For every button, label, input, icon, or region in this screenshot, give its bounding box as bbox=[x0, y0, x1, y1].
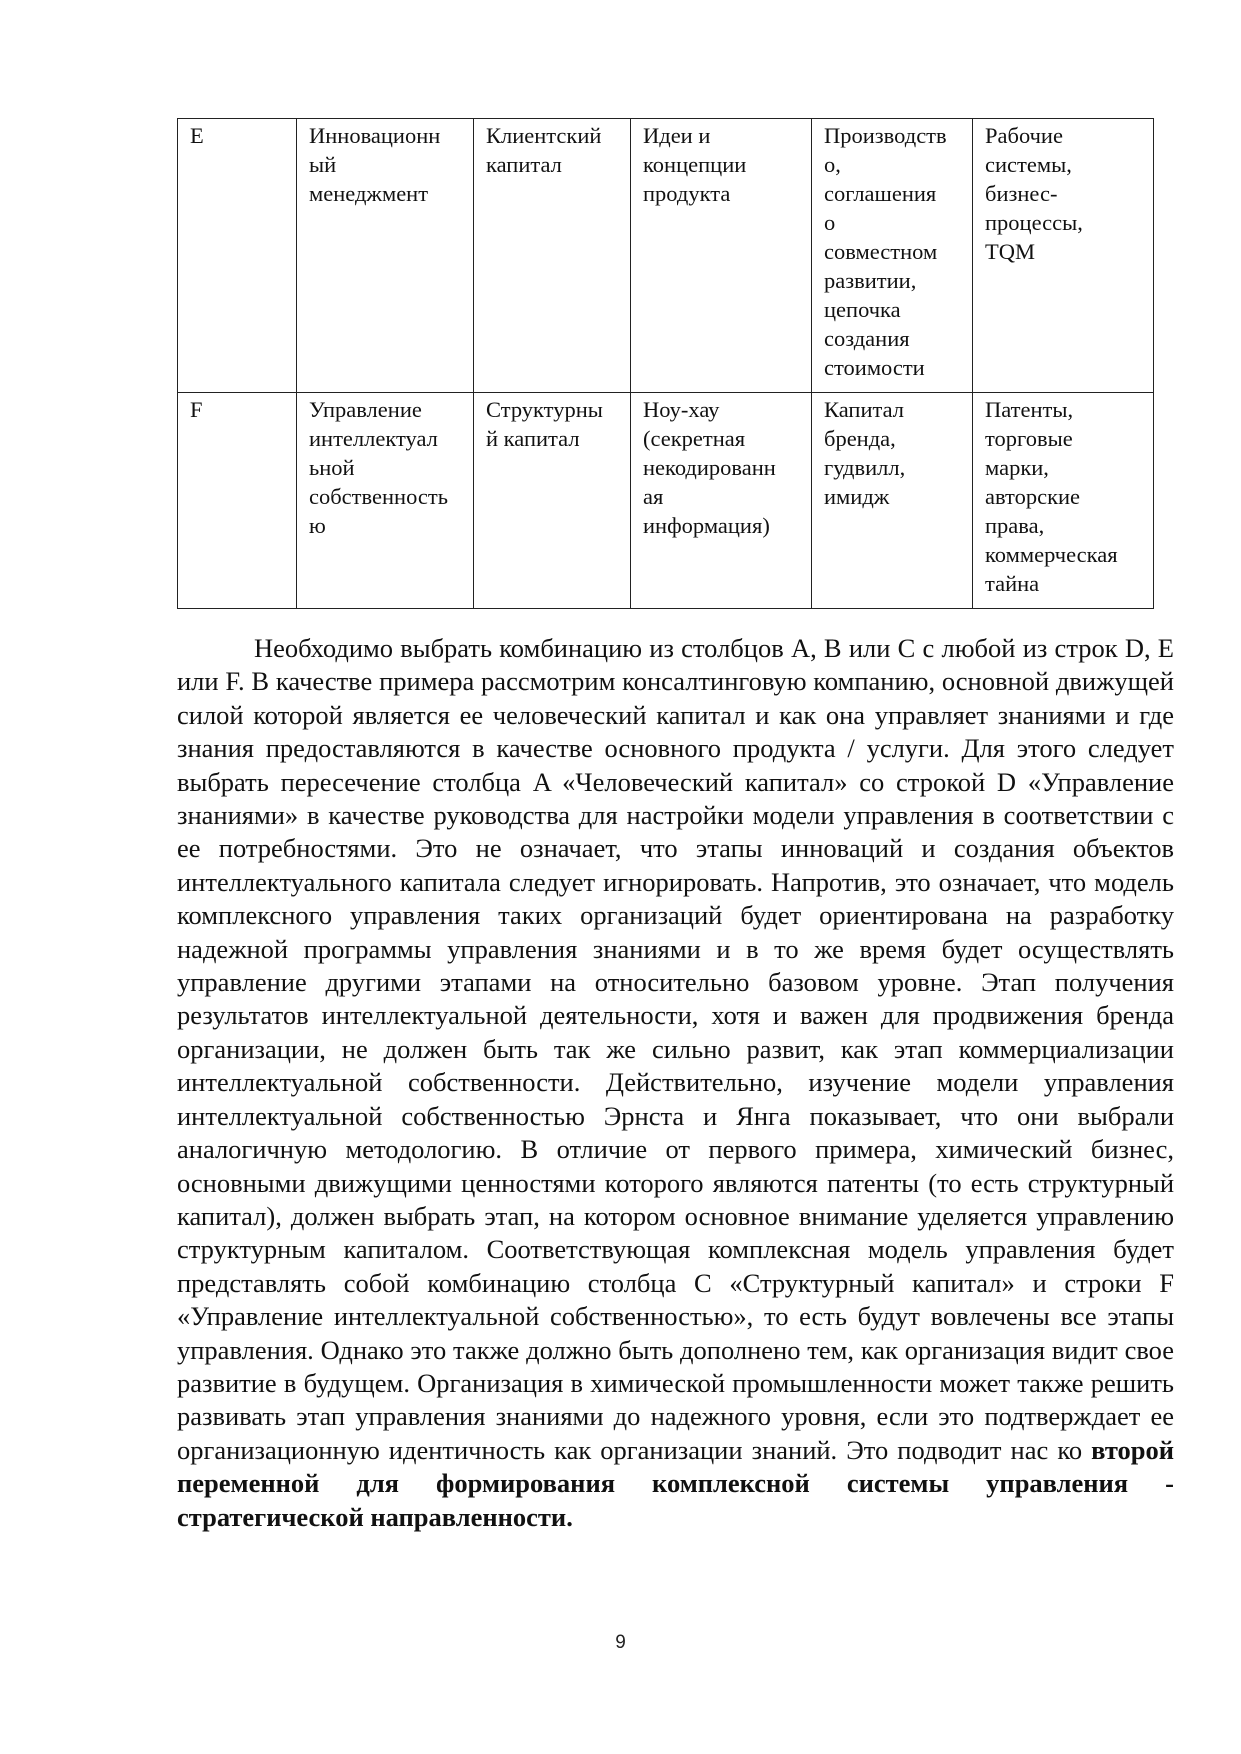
page-number: 9 bbox=[615, 1632, 626, 1653]
table-cell: Инновационн ый менеджмент bbox=[297, 119, 474, 393]
table-cell: Рабочие системы, бизнес- процессы, TQM bbox=[973, 119, 1154, 393]
table-cell: Клиентский капитал bbox=[474, 119, 631, 393]
table-cell: Идеи и концепции продукта bbox=[631, 119, 812, 393]
table-cell: Структурны й капитал bbox=[474, 393, 631, 609]
table-cell: Патенты, торговые марки, авторские права, коммерческая тайна bbox=[973, 393, 1154, 609]
table-cell: F bbox=[178, 393, 297, 609]
paragraph-text: Необходимо выбрать комбинацию из столбцов A, B или C с любой из строк D, E или F. В качестве примера рассмотрим консалтинговую компанию, основной движущей силой которой является ее человеческий капитал и как она управляет знаниями и где знания предоставляются в качестве основного продукта / услуги. Для этого следует выбрать пересечение столбца A «Человеческий капитал» со строкой D «Управление знаниями» в качестве руководства для настройки модели управления в соответствии с ее потребностями. Это не означает, что этапы инноваций и создания объектов интеллектуального капитала следует игнорировать. Напротив, это означает, что модель комплексного управления таких организаций будет ориентирована на разработку надежной программы управления знаниями и в то же время будет осуществлять управление другими этапами на относительно базовом уровне. Этап получения результатов интеллектуальной деятельности, хотя и важен для продвижения бренда организации, не должен быть так же сильно развит, как этап коммерциализации интеллектуальной собственности. Действительно, изучение модели управления интеллектуальной собственностью Эрнста и Янга показывает, что они выбрали аналогичную методологию. В отличие от первого примера, химический бизнес, основными движущими ценностями которого являются патенты (то есть структурный капитал), должен выбрать этап, на котором основное внимание уделяется управлению структурным капиталом. Соответствующая комплексная модель управления будет представлять собой комбинацию столбца C «Структурный капитал» и строки F «Управление интеллектуальной собственностью», то есть будут вовлечены все этапы управления. Однако это также должно быть дополнено тем, как организация видит свое развитие в будущем. Организация в химической промышленности может также решить развивать этап управления знаниями до надежного уровня, если это подтверждает ее организационную идентичность как организации знаний. Это подводит нас ко bbox=[177, 633, 1174, 1465]
table-cell: Ноу-хау (секретная некодированн ая информация) bbox=[631, 393, 812, 609]
table-cell: Управление интеллектуал ьной собственность ю bbox=[297, 393, 474, 609]
paragraph-bold-text: второй переменной для формирования комплексной системы управления - стратегической направленности. bbox=[177, 1434, 1174, 1532]
body-paragraph bbox=[177, 632, 1174, 1534]
table-cell: E bbox=[178, 119, 297, 393]
table-cell: Капитал бренда, гудвилл, имидж bbox=[812, 393, 973, 609]
table-row bbox=[178, 119, 1154, 393]
table-cell: Производств о, соглашения о совместном развитии, цепочка создания стоимости bbox=[812, 119, 973, 393]
management-matrix-table bbox=[177, 118, 1154, 609]
table-row bbox=[178, 393, 1154, 609]
